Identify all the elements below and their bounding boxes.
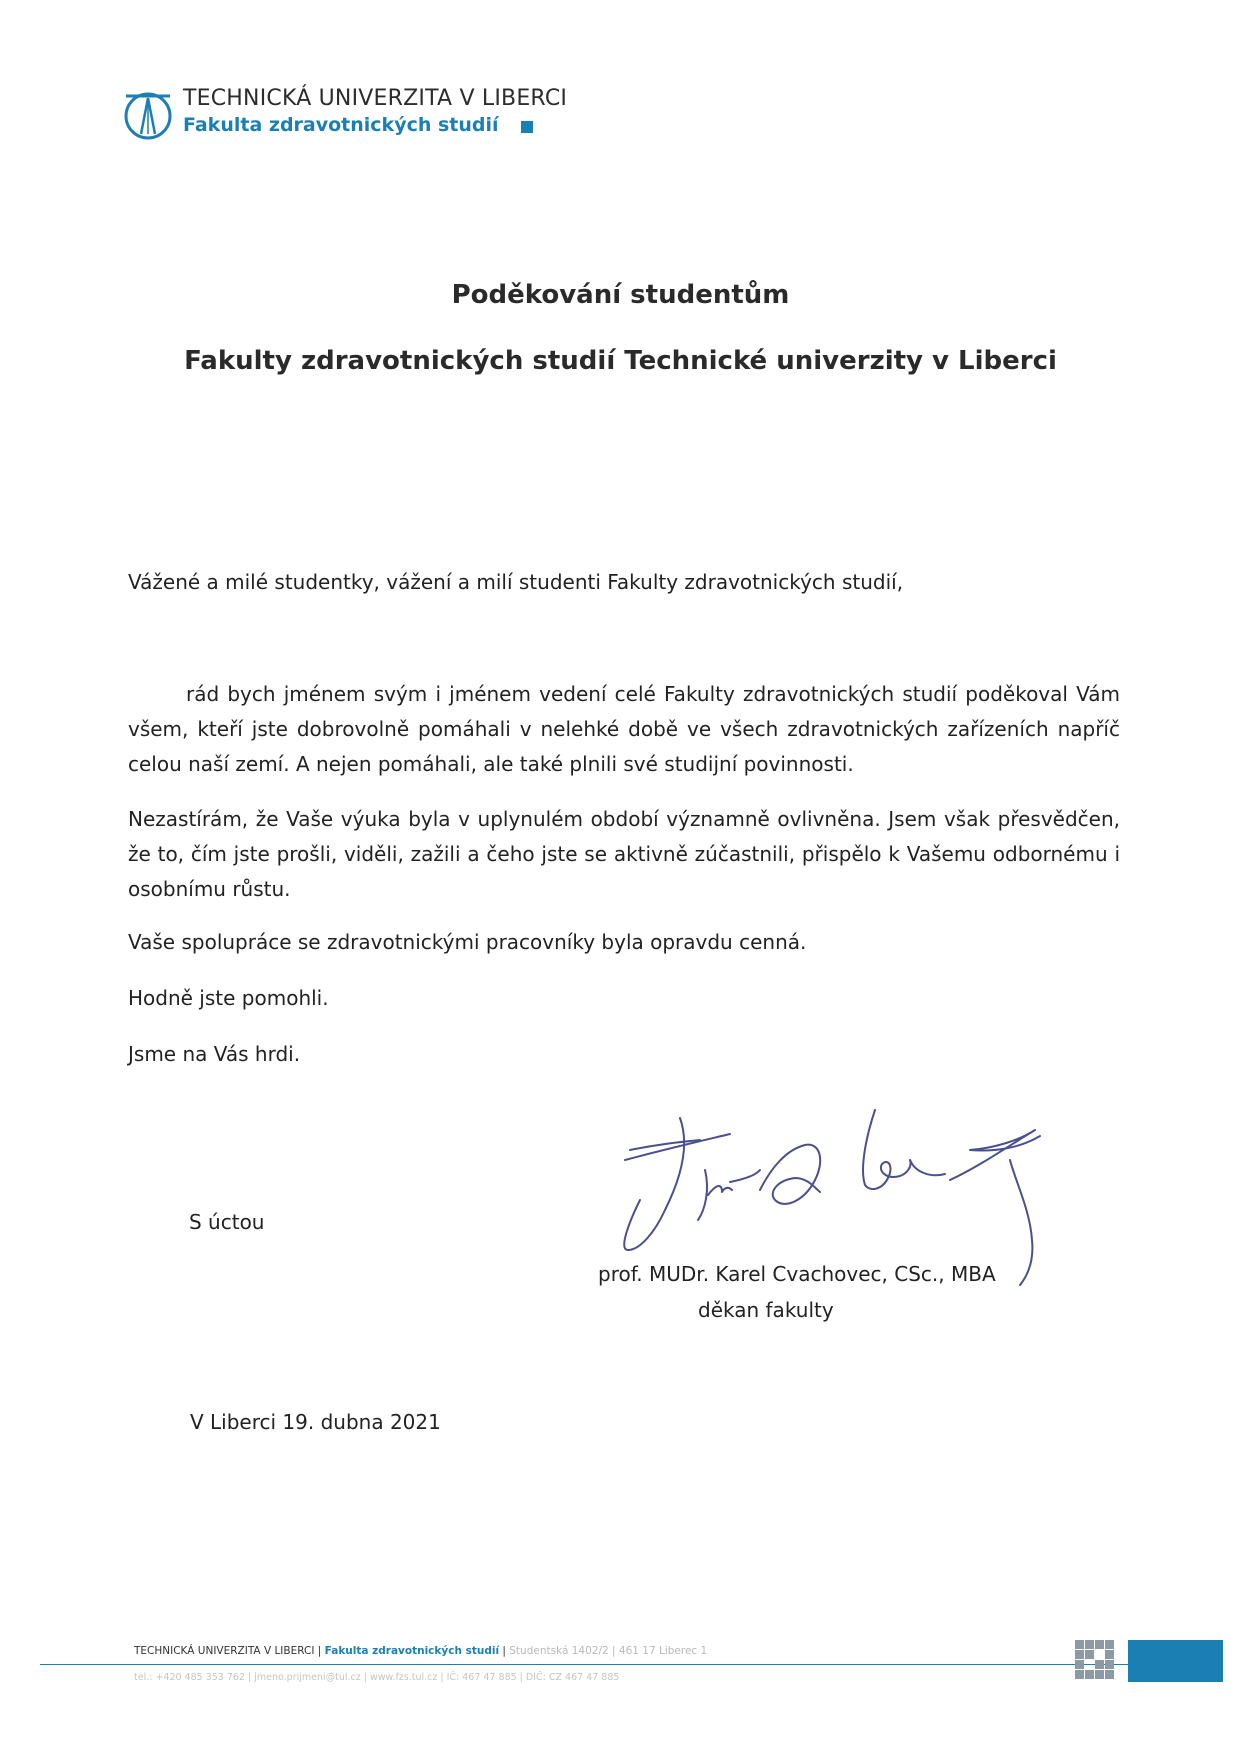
document-title: Poděkování studentům (451, 280, 790, 310)
salutation: Vážené a milé studentky, vážení a milí studenti Fakulty zdravotnických studií, (128, 570, 904, 594)
paragraph-teaching: Nezastírám, že Vaše výuka byla v uplynulém období významně ovlivněna. Jsem však přesvědčen, že to, čím jste prošli, viděli, zažili a čeho jste se aktivně zúčastnili, přispělo k Vašemu odbornému i osobnímu růstu. (128, 807, 1120, 901)
footer-university: TECHNICKÁ UNIVERZITA V LIBERCI (134, 1645, 315, 1657)
date-line: V Liberci 19. dubna 2021 (190, 1410, 441, 1434)
logo-square (521, 121, 533, 133)
paragraph-proud: Jsme na Vás hrdi. (128, 1042, 301, 1066)
faculty-name: Fakulta zdravotnických studií (183, 114, 499, 136)
footer-address: Studentská 1402/2 | 461 17 Liberec 1 (509, 1645, 708, 1657)
paragraph-thanks: rád bych jménem svým i jménem vedení celé Fakulty zdravotnických studií poděkoval Vám všem, kteří jste dobrovolně pomáhali v nelehké době ve všech zdravotnických zařízeních napříč celou naší zemí. A nejen pomáhali, ale také plnili své studijní povinnosti. (128, 682, 1120, 776)
footer-grid-icon (1075, 1640, 1115, 1680)
footer-faculty: Fakulta zdravotnických studií (324, 1645, 500, 1657)
footer-divider (40, 1664, 1130, 1665)
university-name: TECHNICKÁ UNIVERZITA V LIBERCI (183, 86, 568, 111)
document-subtitle: Fakulty zdravotnických studií Technické univerzity v Liberci (184, 346, 1057, 376)
paragraph-cooperation: Vaše spolupráce se zdravotnickými pracovníky byla opravdu cenná. (128, 930, 807, 954)
closing: S úctou (189, 1210, 265, 1234)
paragraph-helped: Hodně jste pomohli. (128, 986, 329, 1010)
tul-logo-icon (122, 88, 174, 142)
signer-name: prof. MUDr. Karel Cvachovec, CSc., MBA (598, 1262, 996, 1286)
footer-contacts: tel.: +420 485 353 762 | jmeno.prijmeni@tul.cz | www.fzs.tul.cz | IČ: 467 47 885 | DIČ: CZ 467 47 885 (134, 1672, 620, 1683)
footer-brand-block (1128, 1640, 1223, 1682)
footer-address-line: TECHNICKÁ UNIVERZITA V LIBERCI | Fakulta zdravotnických studií | Studentská 1402/2 | 461 17 Liberec 1 (134, 1645, 708, 1657)
signer-role: děkan fakulty (698, 1298, 834, 1322)
